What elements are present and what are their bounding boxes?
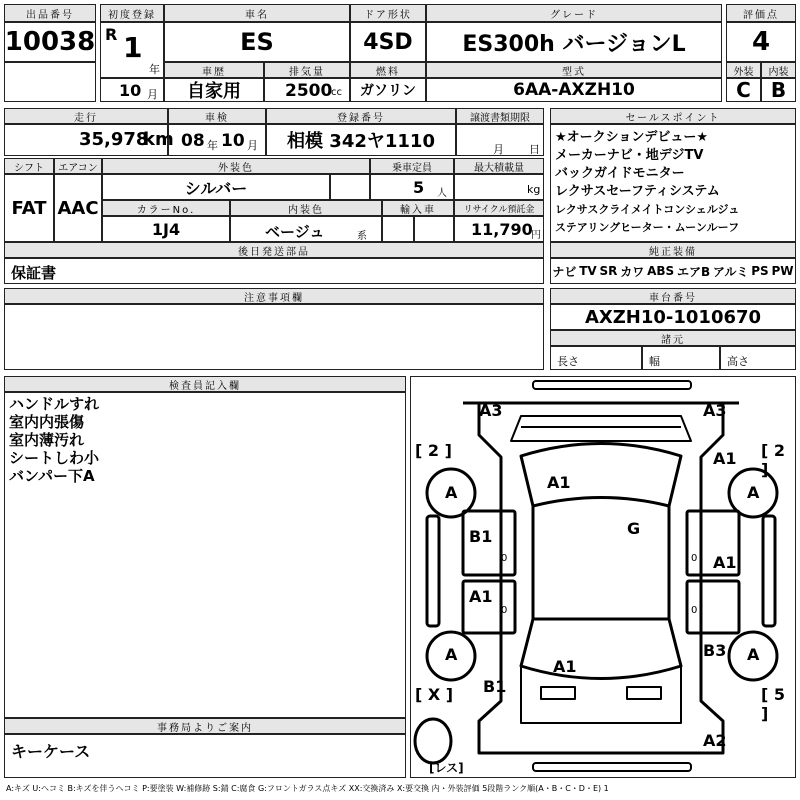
mark-roof: G — [627, 519, 641, 538]
inspector-notes-header: 検査員記入欄 — [4, 376, 406, 392]
lot-number: 10038 — [4, 22, 96, 62]
later-parts: 保証書 — [11, 264, 57, 282]
inspection-month: 10 — [221, 131, 245, 151]
score-header: 評価点 — [726, 4, 796, 22]
fuel: ガソリン — [350, 78, 426, 102]
sales-points-header: セールスポイント — [550, 108, 796, 124]
lot-number-blank — [4, 62, 96, 102]
spare-tire-label: [レス] — [429, 761, 464, 775]
transfer-month: 月 — [493, 143, 504, 156]
score: 4 — [726, 22, 796, 62]
equipment-item: PS — [751, 264, 769, 278]
recycle-header: リサイクル預託金 — [454, 200, 544, 216]
spec-length: 長さ — [557, 355, 579, 368]
lot-number-header: 出品番号 — [4, 4, 96, 22]
inspector-note: バンパー下A — [9, 467, 95, 485]
km-unit: km — [143, 129, 174, 150]
sales-point: バックガイドモニター — [555, 166, 685, 181]
import-box-1 — [382, 216, 414, 242]
sales-point: メーカーナビ・地デジTV — [555, 148, 704, 163]
kg-unit: kg — [527, 183, 541, 196]
transfer-box — [456, 124, 544, 156]
mark-front-left: A3 — [479, 401, 503, 420]
mark-front-left-tire: A — [445, 483, 458, 502]
sales-points-box — [550, 124, 796, 242]
equipment-item: カワ — [620, 264, 645, 279]
mark-front-left-fender: A1 — [713, 449, 737, 468]
interior-color-header: 内装色 — [230, 200, 382, 216]
fuel-header: 燃料 — [350, 62, 426, 78]
capacity-header: 乗車定員 — [370, 158, 454, 174]
max-load-header: 最大積載量 — [454, 158, 544, 174]
inspector-notes-box — [4, 392, 406, 718]
car-diagram-frame — [410, 376, 796, 778]
first-registration-header: 初度登録 — [100, 4, 164, 22]
exterior-color-header: 外装色 — [102, 158, 370, 174]
exterior-grade: C — [726, 78, 761, 102]
cautions-box — [4, 304, 544, 370]
car-name: ES — [164, 22, 350, 62]
capacity: 5 — [413, 178, 425, 197]
equipment-item: TV — [579, 264, 597, 278]
inspector-note: 室内薄汚れ — [9, 431, 85, 449]
shift-header: シフト — [4, 158, 54, 174]
recycle-box — [454, 216, 544, 242]
mark-rear-left-tire: A — [445, 645, 458, 664]
transfer-header: 譲渡書類期限 — [456, 108, 544, 124]
color-no: 1J4 — [102, 216, 230, 242]
recycle: 11,790 — [471, 220, 533, 239]
door-type: 4SD — [350, 22, 426, 62]
inspector-note: 室内内張傷 — [9, 413, 85, 431]
door-header: ドア形状 — [350, 4, 426, 22]
first-registration-month-box — [100, 78, 164, 102]
sales-point: ステアリングヒーター・ムーンルーフ — [555, 221, 740, 234]
transfer-day: 日 — [529, 143, 540, 156]
grade-header: グレード — [426, 4, 722, 22]
mark-rear-left-door: A1 — [469, 587, 493, 606]
later-parts-header: 後日発送部品 — [4, 242, 544, 258]
tread-rear-right: [ 5 ] — [761, 685, 786, 723]
zero-marker: 0 — [501, 605, 508, 616]
mileage-header: 走行 — [4, 108, 168, 124]
equipment-item: PW — [771, 264, 794, 278]
first-registration-month: 10 — [119, 81, 142, 100]
aircon-header: エアコン — [54, 158, 102, 174]
sales-point: レクサスクライメイトコンシェルジュ — [555, 203, 740, 216]
first-registration-year: 1 — [123, 31, 143, 64]
equipment-item: ナビ — [552, 264, 577, 279]
chassis-number: AXZH10-1010670 — [550, 304, 796, 330]
standard-equipment-header: 純正装備 — [550, 242, 796, 258]
exterior-color-blank — [330, 174, 370, 200]
people-unit: 人 — [437, 188, 447, 199]
displacement-header: 排気量 — [264, 62, 350, 78]
zero-marker: 0 — [691, 605, 698, 616]
tread-front-left: [ 2 ] — [415, 441, 452, 460]
first-registration-year-box — [100, 22, 164, 78]
specs-header: 諸元 — [550, 330, 796, 346]
spec-height-box — [720, 346, 796, 370]
spec-height: 高さ — [727, 355, 749, 368]
import-box-2 — [414, 216, 454, 242]
chassis-number-header: 車台番号 — [550, 288, 796, 304]
inspection-month-unit: 月 — [247, 139, 258, 152]
displacement-box — [264, 78, 350, 102]
mark-rear-right-fender: B3 — [703, 641, 727, 660]
sales-point: レクサスセーフティシステム — [555, 184, 720, 199]
inspection-box — [168, 124, 266, 156]
equipment-item: ABS — [647, 264, 675, 278]
aircon: AAC — [54, 174, 102, 242]
zero-marker: 0 — [691, 553, 698, 564]
office-notes-header: 事務局よりご案内 — [4, 718, 406, 734]
kei-unit: 系 — [357, 231, 367, 242]
month-unit: 月 — [147, 88, 158, 101]
mark-rear-bumper: A2 — [703, 731, 727, 750]
model-code-header: 型式 — [426, 62, 722, 78]
reg-number: 相模 342ヤ1110 — [266, 124, 456, 156]
car-name-header: 車名 — [164, 4, 350, 22]
legend: A:キズ U:ヘコミ B:キズを伴うヘコミ P:要塗装 W:補修跡 S:錆 C:腐食 G:フロントガラス点キズ XX:交換済み X:要交換 内・外装評価 5段階ランク順(A・B・C・D・E) 1 — [6, 784, 609, 793]
mark-trunk: A1 — [553, 657, 577, 676]
mark-front-right-door: A1 — [713, 553, 737, 572]
equipment-item: アルミ — [712, 264, 749, 279]
standard-equipment-box — [550, 258, 796, 284]
inspection-year-unit: 年 — [207, 139, 218, 152]
tread-rear-left: [ X ] — [415, 685, 454, 704]
displacement: 2500 — [285, 81, 333, 101]
exterior-color: シルバー — [102, 174, 330, 200]
import-header: 輸入車 — [382, 200, 454, 216]
equipment-item: SR — [599, 264, 618, 278]
shift: FAT — [4, 174, 54, 242]
reg-number-header: 登録番号 — [266, 108, 456, 124]
mark-front-right-tire: A — [747, 483, 760, 502]
history: 自家用 — [164, 78, 264, 102]
cc-unit: cc — [331, 87, 342, 98]
inspector-note: シートしわ小 — [9, 449, 100, 467]
mark-front-right: A3 — [703, 401, 727, 420]
interior-grade: B — [761, 78, 796, 102]
zero-marker: 0 — [501, 553, 508, 564]
interior-color-box — [230, 216, 382, 242]
cautions-header: 注意事項欄 — [4, 288, 544, 304]
interior-color: ベージュ — [265, 223, 325, 241]
tread-front-right: [ 2 ] — [761, 441, 786, 479]
later-parts-box — [4, 258, 544, 284]
sales-point: ★オークションデビュー★ — [555, 130, 709, 145]
color-no-header: カラーNo. — [102, 200, 230, 216]
mark-front-left-door: B1 — [469, 527, 493, 546]
model-code: 6AA-AXZH10 — [426, 78, 722, 102]
office-notes: キーケース — [11, 742, 91, 761]
spec-width: 幅 — [649, 355, 660, 368]
inspector-note: ハンドルすれ — [9, 395, 100, 413]
history-header: 車歴 — [164, 62, 264, 78]
interior-grade-header: 内装 — [761, 62, 796, 78]
mileage: 35,978 — [79, 129, 149, 150]
exterior-grade-header: 外装 — [726, 62, 761, 78]
capacity-box — [370, 174, 454, 200]
mark-rear-right-tire: A — [747, 645, 760, 664]
inspection-year: 08 — [181, 131, 205, 151]
era: R — [105, 25, 118, 44]
car-body-diagram — [411, 377, 795, 777]
spec-length-box — [550, 346, 642, 370]
spec-width-box — [642, 346, 720, 370]
yen-unit: 円 — [531, 230, 541, 241]
mark-rear-left-fender: B1 — [483, 677, 507, 696]
equipment-item: エアB — [676, 264, 711, 279]
office-notes-box — [4, 734, 406, 778]
mark-hood: A1 — [547, 473, 571, 492]
inspection-header: 車検 — [168, 108, 266, 124]
grade: ES300h バージョンL — [426, 22, 722, 62]
year-unit: 年 — [149, 63, 160, 76]
max-load-box — [454, 174, 544, 200]
mileage-box — [4, 124, 174, 156]
